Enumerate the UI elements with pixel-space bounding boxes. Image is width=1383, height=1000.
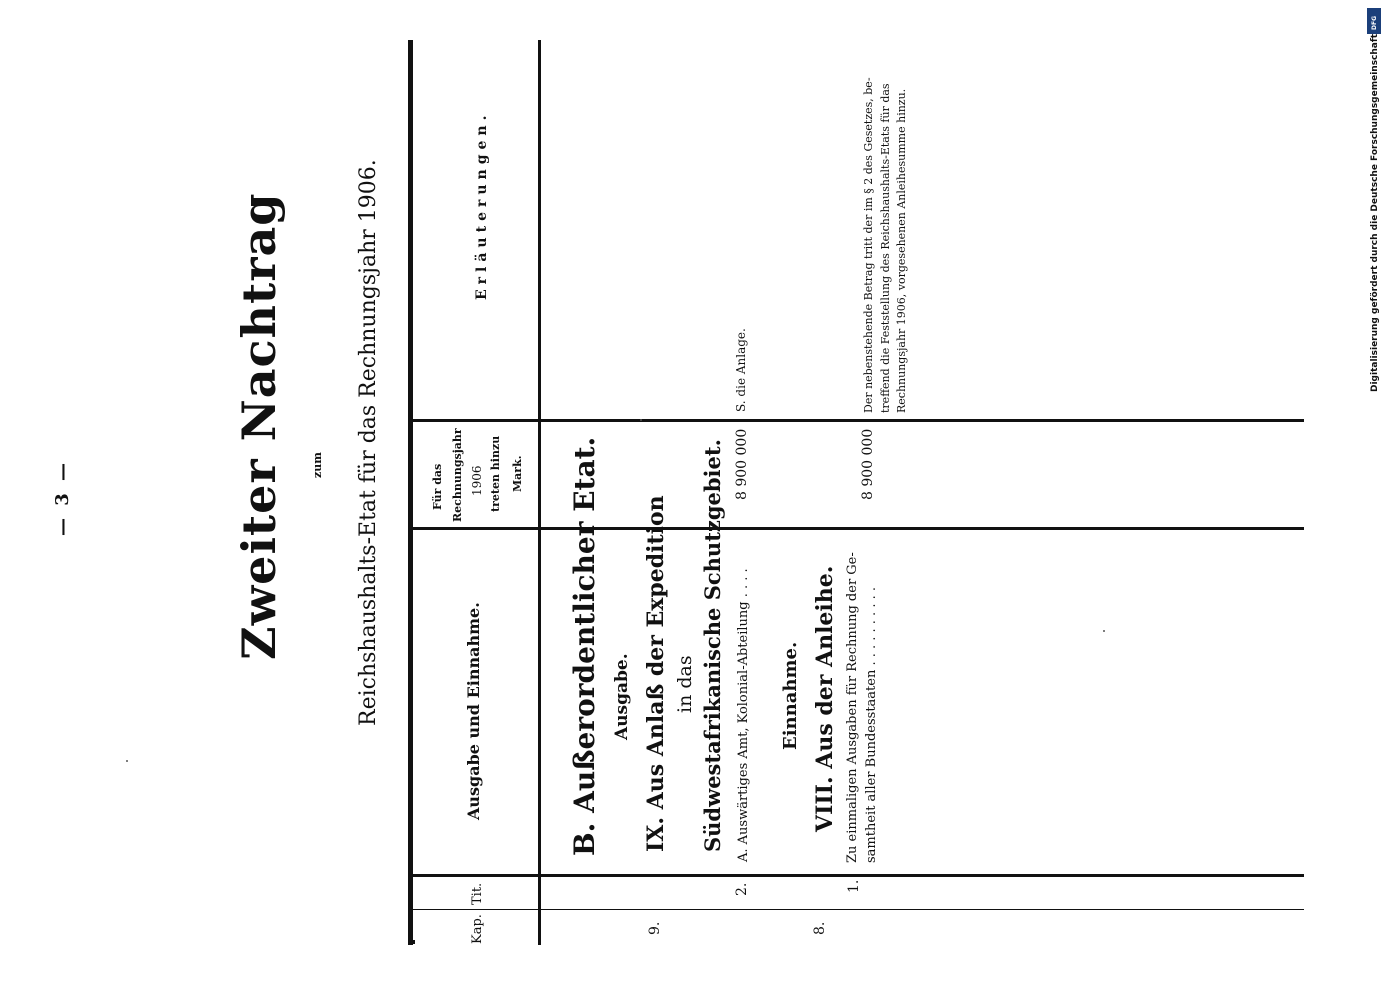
header-amount-line3: 1906	[470, 465, 484, 496]
column-rule-amount	[412, 527, 1304, 530]
scan-speck	[640, 419, 642, 421]
row-1-text: A. Auswärtiges Amt, Kolonial-Abteilung . . . .	[736, 568, 751, 862]
row-2-amount: 8 900 000	[860, 428, 876, 500]
row-2-note-line1: Der nebenstehende Betrag tritt der im § 2 des Gesetzes, be-	[862, 77, 875, 413]
page-number: — 3 —	[52, 459, 73, 536]
column-rule-tit	[412, 909, 1304, 910]
column-rule-erlaeuterungen	[412, 419, 1304, 422]
header-amount-line4: treten hinzu	[489, 435, 502, 512]
ix-heading-line2: in das	[674, 655, 696, 713]
header-amount-line2: Rechnungsjahr	[451, 428, 464, 522]
ausgabe-label: Ausgabe.	[612, 653, 632, 740]
dfg-logo	[1367, 8, 1381, 34]
einnahme-label: Einnahme.	[780, 641, 801, 750]
header-tit: Tit.	[470, 882, 485, 905]
row-1-kap: 9.	[647, 921, 663, 935]
document-title: Zweiter Nachtrag	[232, 192, 286, 660]
table-top-rule	[408, 40, 413, 945]
row-2-text-line2: samtheit aller Bundesstaaten . . . . . . . . . .	[864, 587, 879, 863]
scan-speck	[1103, 630, 1105, 632]
header-kap: Kap.	[470, 914, 485, 944]
row-2-text-line1: Zu einmaligen Ausgaben für Rechnung der Ge-	[845, 552, 860, 863]
row-1-tit: 2.	[734, 882, 750, 896]
column-rule-ausgabe	[412, 874, 1304, 877]
dfg-logo-text: DFG	[1371, 15, 1378, 30]
viii-heading: VIII. Aus der Anleihe.	[812, 565, 838, 832]
section-b-heading: B. Außerordentlicher Etat.	[568, 436, 601, 856]
header-amount-line1: Für das	[431, 463, 444, 510]
ix-heading-line1: IX. Aus Anlaß der Expedition	[643, 495, 669, 852]
ix-heading-line3: Südwestafrikanische Schutzgebiet.	[700, 439, 725, 852]
row-2-note-line2: treffend die Feststellung des Reichshaushalts-Etats für das	[879, 83, 892, 413]
digitization-note: Digitalisierung gefördert durch die Deutsche Forschungsgemeinschaft	[1370, 33, 1380, 392]
document-subtitle: Reichshaushalts-Etat für das Rechnungsjahr 1906.	[356, 159, 381, 726]
header-ausgabe-einnahme: Ausgabe und Einnahme.	[464, 602, 483, 820]
scan-speck	[126, 760, 128, 762]
subtitle-connector: zum	[311, 452, 324, 478]
row-2-kap: 8.	[812, 921, 828, 935]
column-rule-kap	[412, 940, 415, 944]
row-2-tit: 1.	[846, 879, 862, 893]
header-amount-line5: Mark.	[511, 455, 524, 492]
header-erlaeuterungen: Erläuterungen.	[474, 110, 490, 300]
header-bottom-rule	[538, 40, 541, 945]
row-1-note: S. die Anlage.	[734, 328, 748, 412]
row-2-note-line3: Rechnungsjahr 1906, vorgesehenen Anleihesumme hinzu.	[895, 88, 908, 413]
row-1-amount: 8 900 000	[734, 428, 750, 500]
